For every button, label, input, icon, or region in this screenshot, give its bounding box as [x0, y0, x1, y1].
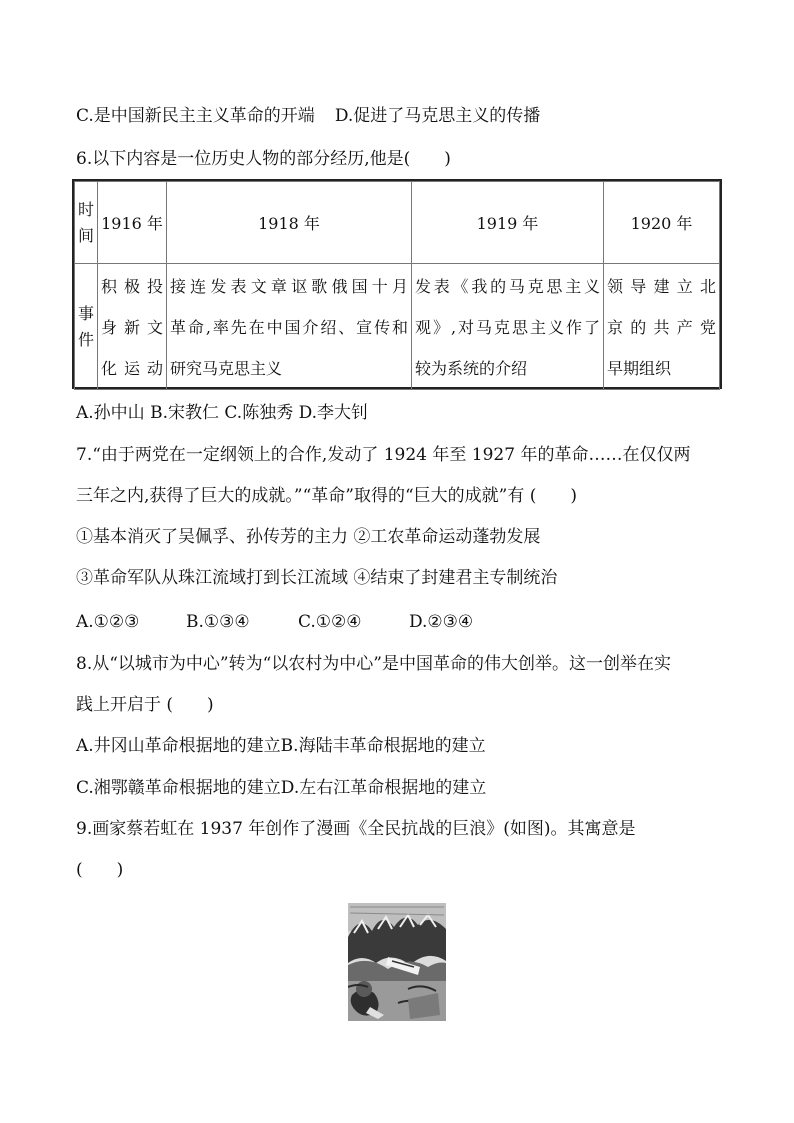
q7-options — [76, 610, 473, 634]
year-cell: 1920 年 — [604, 182, 720, 264]
q7-stem-line2: 三年之内,获得了巨大的成就。”“革命”取得的“巨大的成就”有 ( ) — [76, 486, 578, 506]
year-cell: 1919 年 — [412, 182, 604, 264]
q7-option-a[interactable]: A.①②③ — [76, 612, 140, 632]
year-cell: 1918 年 — [167, 182, 412, 264]
q7-items-line1: ①基本消灭了吴佩孚、孙传芳的主力 ②工农革命运动蓬勃发展 — [76, 527, 541, 547]
q6-events-table — [74, 181, 720, 390]
q8-stem-line1: 8.从“以城市为中心”转为“以农村为中心”是中国革命的伟大创举。这一创举在实 — [76, 654, 671, 674]
event-cell: 积极投 身新文 化运动 — [98, 264, 167, 390]
cartoon-image — [348, 903, 446, 1021]
q5-option-c[interactable]: C.是中国新民主主义革命的开端 — [76, 106, 315, 126]
q6-table — [72, 179, 722, 389]
q6-options[interactable]: A.孙中山 B.宋教仁 C.陈独秀 D.李大钊 — [76, 403, 369, 423]
q9-stem-line1: 9.画家蔡若虹在 1937 年创作了漫画《全民抗战的巨浪》(如图)。其寓意是 — [76, 819, 636, 839]
q7-option-d[interactable]: D.②③④ — [409, 612, 474, 632]
q8-stem-line2: 践上开启于 ( ) — [76, 695, 214, 715]
q7-option-c[interactable]: C.①②④ — [298, 612, 362, 632]
q5-option-d[interactable]: D.促进了马克思主义的传播 — [334, 106, 541, 126]
row-header-time: 时 间 — [75, 182, 98, 264]
year-cell: 1916 年 — [98, 182, 167, 264]
event-cell: 接连发表文章讴歌俄国十月 革命,率先在中国介绍、宣传和 研究马克思主义 — [167, 264, 412, 390]
table-row — [75, 264, 720, 390]
q7-items-line2: ③革命军队从珠江流域打到长江流域 ④结束了封建君主专制统治 — [76, 568, 558, 588]
cartoon-drawing — [348, 903, 446, 1021]
table-row — [75, 182, 720, 264]
event-cell: 领导建立北 京的共产党 早期组织 — [604, 264, 720, 390]
q5-options-line — [76, 104, 540, 128]
q8-options-line2[interactable]: C.湘鄂赣革命根据地的建立D.左右江革命根据地的建立 — [76, 778, 487, 798]
q8-options-line1[interactable]: A.井冈山革命根据地的建立B.海陆丰革命根据地的建立 — [76, 736, 486, 756]
q9-stem-line2: ( ) — [76, 860, 124, 880]
q7-stem-line1: 7.“由于两党在一定纲领上的合作,发动了 1924 年至 1927 年的革命……在仅仅两 — [76, 445, 691, 465]
event-cell: 发表《我的马克思主义 观》,对马克思主义作了 较为系统的介绍 — [412, 264, 604, 390]
q7-option-b[interactable]: B.①③④ — [186, 612, 250, 632]
q6-stem: 6.以下内容是一位历史人物的部分经历,他是( ) — [76, 149, 451, 169]
row-header-event: 事 件 — [75, 264, 98, 390]
